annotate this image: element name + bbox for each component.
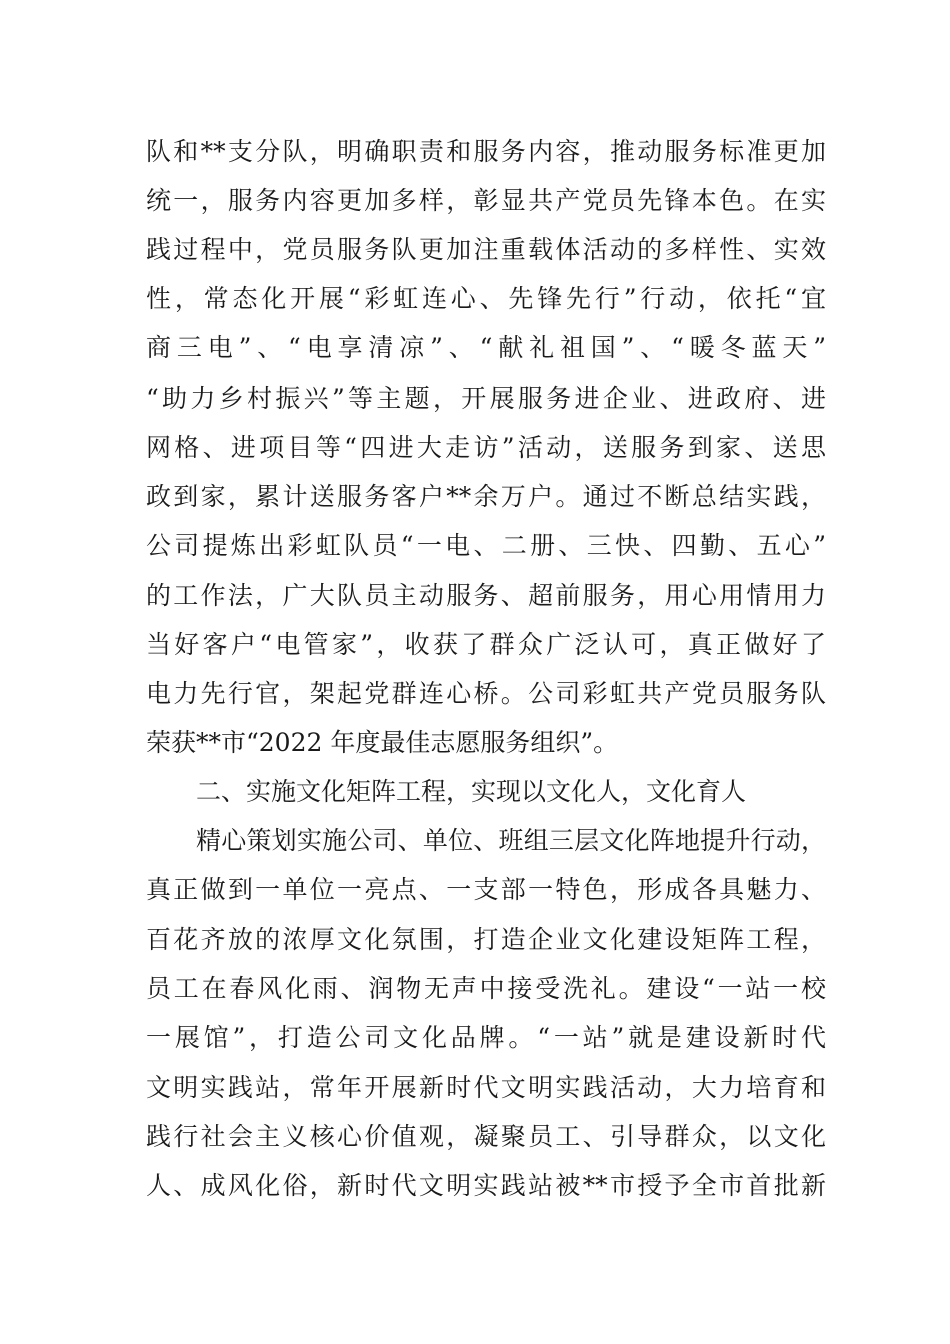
paragraph-line: 政到家，累计送服务客户**余万户。通过不断总结实践，: [146, 482, 826, 511]
paragraph-line: 队和**支分队，明确职责和服务内容，推动服务标准更加: [146, 137, 826, 166]
paragraph-line: 百花齐放的浓厚文化氛围，打造企业文化建设矩阵工程，: [146, 925, 826, 954]
paragraph-line: 的工作法，广大队员主动服务、超前服务，用心用情用力: [146, 581, 826, 610]
section-heading: 二、实施文化矩阵工程，实现以文化人，文化育人: [196, 777, 747, 806]
paragraph-line: 文明实践站，常年开展新时代文明实践活动，大力培育和: [146, 1073, 826, 1102]
paragraph-line: 真正做到一单位一亮点、一支部一特色，形成各具魅力、: [146, 875, 826, 904]
paragraph-line: 网格、进项目等“四进大走访”活动，送服务到家、送思: [146, 433, 826, 462]
paragraph-line: 践行社会主义核心价值观，凝聚员工、引导群众，以文化: [146, 1122, 826, 1151]
paragraph-line: 员工在春风化雨、润物无声中接受洗礼。建设“一站一校: [146, 974, 826, 1003]
paragraph-line: 践过程中，党员服务队更加注重载体活动的多样性、实效: [146, 235, 826, 264]
paragraph-line: 公司提炼出彩虹队员“一电、二册、三快、四勤、五心”: [146, 531, 826, 560]
paragraph-last-line: 荣获**市“2022 年度最佳志愿服务组织”。: [146, 728, 619, 757]
paragraph-line: 性，常态化开展“彩虹连心、先锋先行”行动，依托“宜: [146, 284, 826, 313]
paragraph-line: 商三电”、“电享清凉”、“献礼祖国”、“暖冬蓝天”: [146, 333, 826, 362]
paragraph-line: 当好客户“电管家”，收获了群众广泛认可，真正做好了: [146, 630, 826, 659]
paragraph-line: “助力乡村振兴”等主题，开展服务进企业、进政府、进: [146, 384, 826, 413]
paragraph-line: 统一，服务内容更加多样，彰显共产党员先锋本色。在实: [146, 186, 826, 215]
paragraph-line: 电力先行官，架起党群连心桥。公司彩虹共产党员服务队: [146, 679, 826, 708]
paragraph-line: 一展馆”，打造公司文化品牌。“一站”就是建设新时代: [146, 1023, 826, 1052]
paragraph-first-line: 精心策划实施公司、单位、班组三层文化阵地提升行动，: [196, 826, 826, 855]
paragraph-line: 人、成风化俗，新时代文明实践站被**市授予全市首批新: [146, 1171, 826, 1200]
